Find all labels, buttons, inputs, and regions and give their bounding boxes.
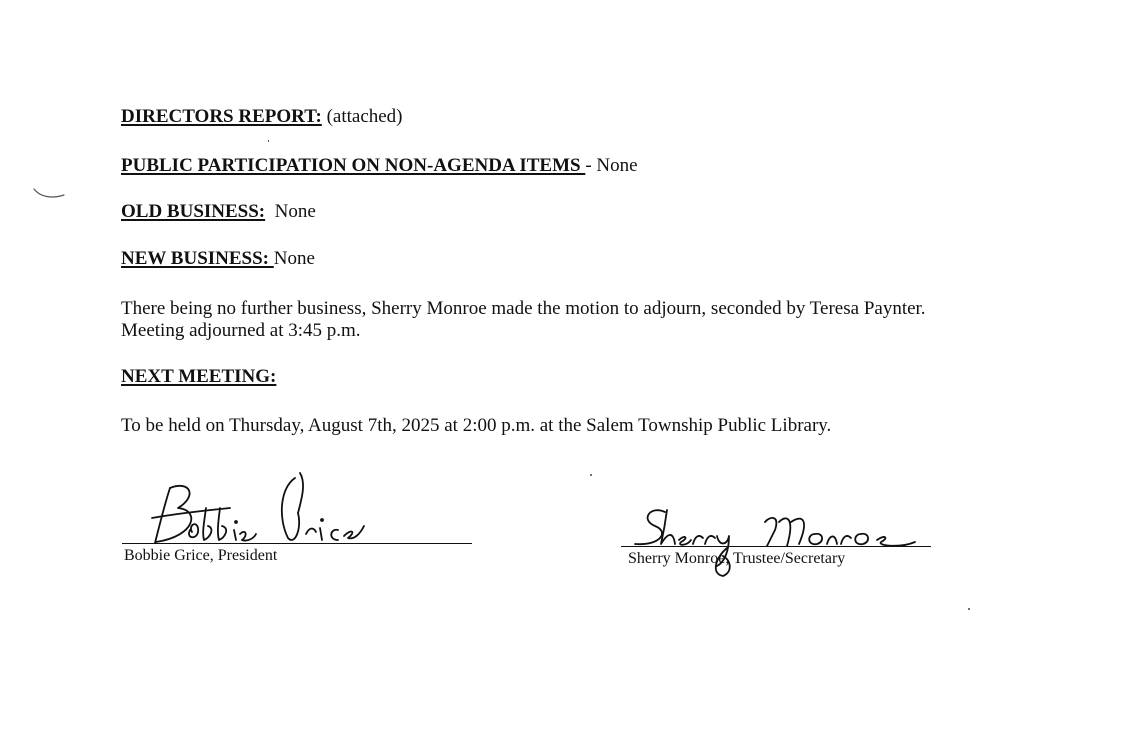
next-meeting-line [121, 366, 276, 388]
public-participation-line [121, 155, 638, 177]
secretary-signature-line [621, 546, 931, 547]
old-business-heading: OLD BUSINESS: [121, 201, 266, 222]
secretary-caption: Sherry Monroe, Trustee/Secretary [628, 550, 846, 567]
scan-artifact-mark [32, 185, 72, 205]
secretary-handwritten-signature [615, 500, 935, 580]
new-business-heading: NEW BUSINESS: [121, 248, 274, 269]
old-business-value: None [265, 201, 316, 222]
president-caption: Bobbie Grice, President [124, 547, 278, 564]
next-meeting-details: To be held on Thursday, August 7th, 2025 at 2:00 p.m. at the Salem Township Public Library. [121, 415, 832, 436]
president-signature-line [122, 543, 472, 544]
public-participation-heading: PUBLIC PARTICIPATION ON NON-AGENDA ITEMS [121, 155, 586, 176]
directors-report-value: (attached) [321, 106, 403, 127]
adjournment-paragraph: There being no further business, Sherry Monroe made the motion to adjourn, seconded by Teresa Paynter. Meeting adjourned at 3:45 p.m. [121, 298, 926, 341]
president-handwritten-signature [120, 468, 380, 558]
scan-speck [968, 608, 970, 610]
old-business-line [121, 201, 316, 223]
new-business-value: None [273, 248, 315, 269]
public-participation-value: - None [585, 155, 638, 176]
scan-speck [590, 474, 592, 476]
next-meeting-heading: NEXT MEETING: [121, 366, 277, 387]
directors-report-heading: DIRECTORS REPORT: [121, 106, 322, 127]
directors-report-line [121, 106, 403, 128]
scan-speck [268, 140, 269, 142]
new-business-line [121, 248, 315, 270]
